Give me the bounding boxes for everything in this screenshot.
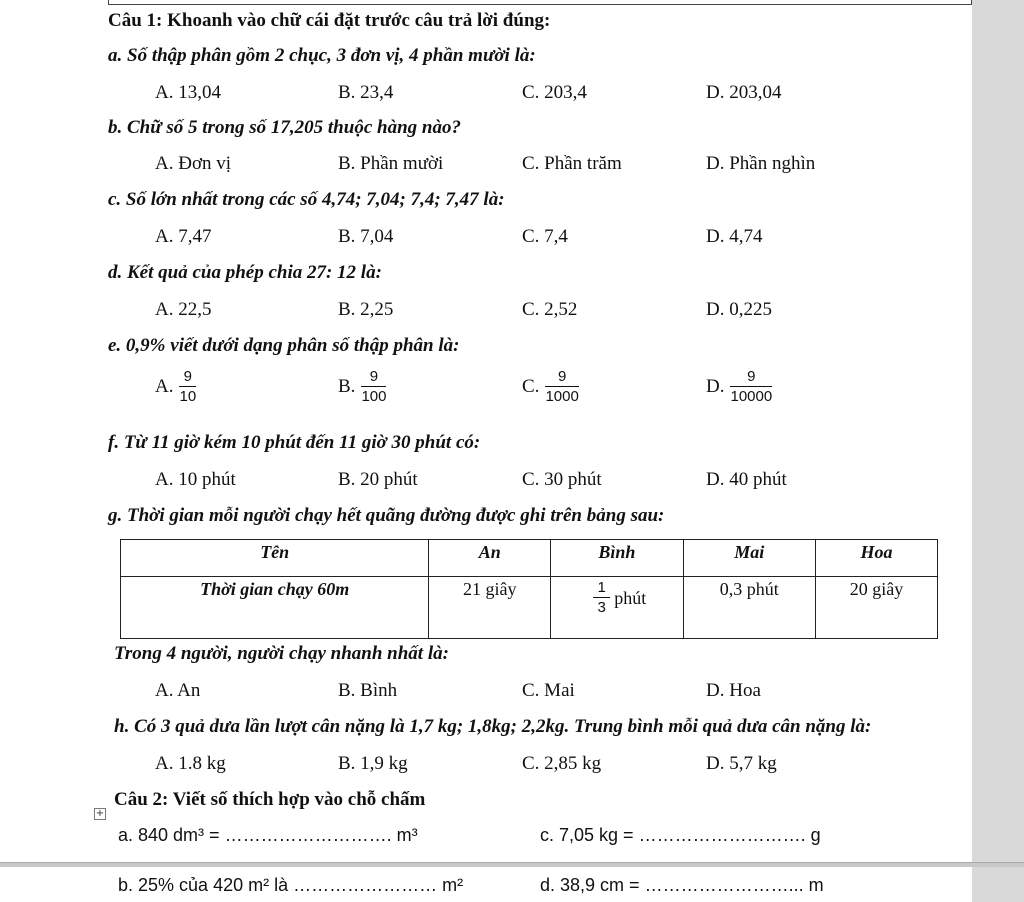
table-header: An — [429, 540, 551, 577]
page-break — [0, 862, 1024, 867]
option-e-D[interactable] — [706, 368, 772, 407]
option-d-A[interactable]: A. 22,5 — [155, 299, 212, 320]
question-c-prompt: c. Số lớn nhất trong các số 4,74; 7,04; 7,4; 7,47 là: — [108, 189, 505, 210]
option-a-C[interactable]: C. 203,4 — [522, 82, 587, 103]
option-f-B[interactable]: B. 20 phút — [338, 469, 418, 490]
option-f-D[interactable]: D. 40 phút — [706, 469, 787, 490]
option-c-C[interactable]: C. 7,4 — [522, 226, 568, 247]
option-e-B[interactable] — [338, 368, 386, 407]
option-d-B[interactable]: B. 2,25 — [338, 299, 394, 320]
option-d-C[interactable]: C. 2,52 — [522, 299, 578, 320]
option-h-D[interactable]: D. 5,7 kg — [706, 753, 777, 774]
table-header: Tên — [121, 540, 429, 577]
option-a-D[interactable]: D. 203,04 — [706, 82, 782, 103]
question-e-prompt: e. 0,9% viết dưới dạng phân số thập phân là: — [108, 335, 460, 356]
option-h-B[interactable]: B. 1,9 kg — [338, 753, 408, 774]
fill-c[interactable]: c. 7,05 kg = ………………………. g — [540, 825, 821, 845]
option-f-A[interactable]: A. 10 phút — [155, 469, 236, 490]
option-c-D[interactable]: D. 4,74 — [706, 226, 763, 247]
option-g-C[interactable]: C. Mai — [522, 680, 575, 701]
time-hoa: 20 giây — [816, 577, 938, 639]
option-e-A-letter: A. — [155, 375, 174, 397]
question1-heading: Câu 1: Khoanh vào chữ cái đặt trước câu trả lời đúng: — [108, 10, 551, 31]
fraction: $\frac{9}{10}$ — [179, 368, 197, 405]
option-b-D[interactable]: D. Phần nghìn — [706, 153, 816, 174]
table-header: Mai — [683, 540, 816, 577]
option-b-A[interactable]: A. Đơn vị — [155, 153, 232, 174]
fraction: $\frac{9}{10000}$ — [730, 368, 773, 405]
table-header: Bình — [551, 540, 683, 577]
option-c-A[interactable]: A. 7,47 — [155, 226, 212, 247]
right-gutter — [972, 0, 1024, 902]
table-header: Hoa — [816, 540, 938, 577]
time-an: 21 giây — [429, 577, 551, 639]
question-h-prompt: h. Có 3 quả dưa lần lượt cân nặng là 1,7 kg; 1,8kg; 2,2kg. Trung bình mỗi quả dưa cân nặng là: — [114, 716, 872, 737]
option-e-B-letter: B. — [338, 375, 356, 397]
option-h-C[interactable]: C. 2,85 kg — [522, 753, 602, 774]
option-c-B[interactable]: B. 7,04 — [338, 226, 394, 247]
table-row-label: Thời gian chạy 60m — [121, 577, 429, 639]
option-g-B[interactable]: B. Bình — [338, 680, 398, 701]
fraction: $\frac{1}{3}$ — [593, 579, 609, 618]
option-g-A[interactable]: A. An — [155, 680, 201, 701]
option-e-C[interactable] — [522, 368, 579, 407]
question-g-prompt: g. Thời gian mỗi người chạy hết quãng đường được ghi trên bảng sau: — [108, 505, 665, 526]
option-d-D[interactable]: D. 0,225 — [706, 299, 772, 320]
fill-a[interactable]: a. 840 dm³ = ………………………. m³ — [118, 825, 418, 845]
page-top-border — [108, 0, 972, 5]
question-d-prompt: d. Kết quả của phép chia 27: 12 là: — [108, 262, 382, 283]
option-a-B[interactable]: B. 23,4 — [338, 82, 394, 103]
fraction: $\frac{9}{100}$ — [361, 368, 387, 405]
run-times-table — [120, 539, 938, 639]
question-f-prompt: f. Từ 11 giờ kém 10 phút đến 11 giờ 30 phút có: — [108, 432, 481, 453]
move-anchor-icon[interactable]: + — [95, 808, 105, 819]
option-a-A[interactable]: A. 13,04 — [155, 82, 221, 103]
time-binh: $\frac{1}{3}$ phút — [551, 577, 683, 639]
option-g-D[interactable]: D. Hoa — [706, 680, 761, 701]
fill-b[interactable]: b. 25% của 420 m² là …………………… m² — [118, 875, 464, 895]
option-h-A[interactable]: A. 1.8 kg — [155, 753, 226, 774]
option-f-C[interactable]: C. 30 phút — [522, 469, 602, 490]
option-b-B[interactable]: B. Phần mười — [338, 153, 444, 174]
question2-heading: Câu 2: Viết số thích hợp vào chỗ chấm — [114, 789, 426, 810]
option-b-C[interactable]: C. Phần trăm — [522, 153, 622, 174]
option-e-A[interactable] — [155, 368, 196, 407]
option-e-C-letter: C. — [522, 375, 540, 397]
question-a-prompt: a. Số thập phân gồm 2 chục, 3 đơn vị, 4 phần mười là: — [108, 45, 536, 66]
question-b-prompt: b. Chữ số 5 trong số 17,205 thuộc hàng nào? — [108, 117, 461, 138]
time-mai: 0,3 phút — [683, 577, 816, 639]
fill-d[interactable]: d. 38,9 cm = ……………………... m — [540, 875, 824, 895]
question-g-sub-prompt: Trong 4 người, người chạy nhanh nhất là: — [114, 643, 449, 664]
option-e-D-letter: D. — [706, 375, 725, 397]
fraction: $\frac{9}{1000}$ — [545, 368, 579, 405]
